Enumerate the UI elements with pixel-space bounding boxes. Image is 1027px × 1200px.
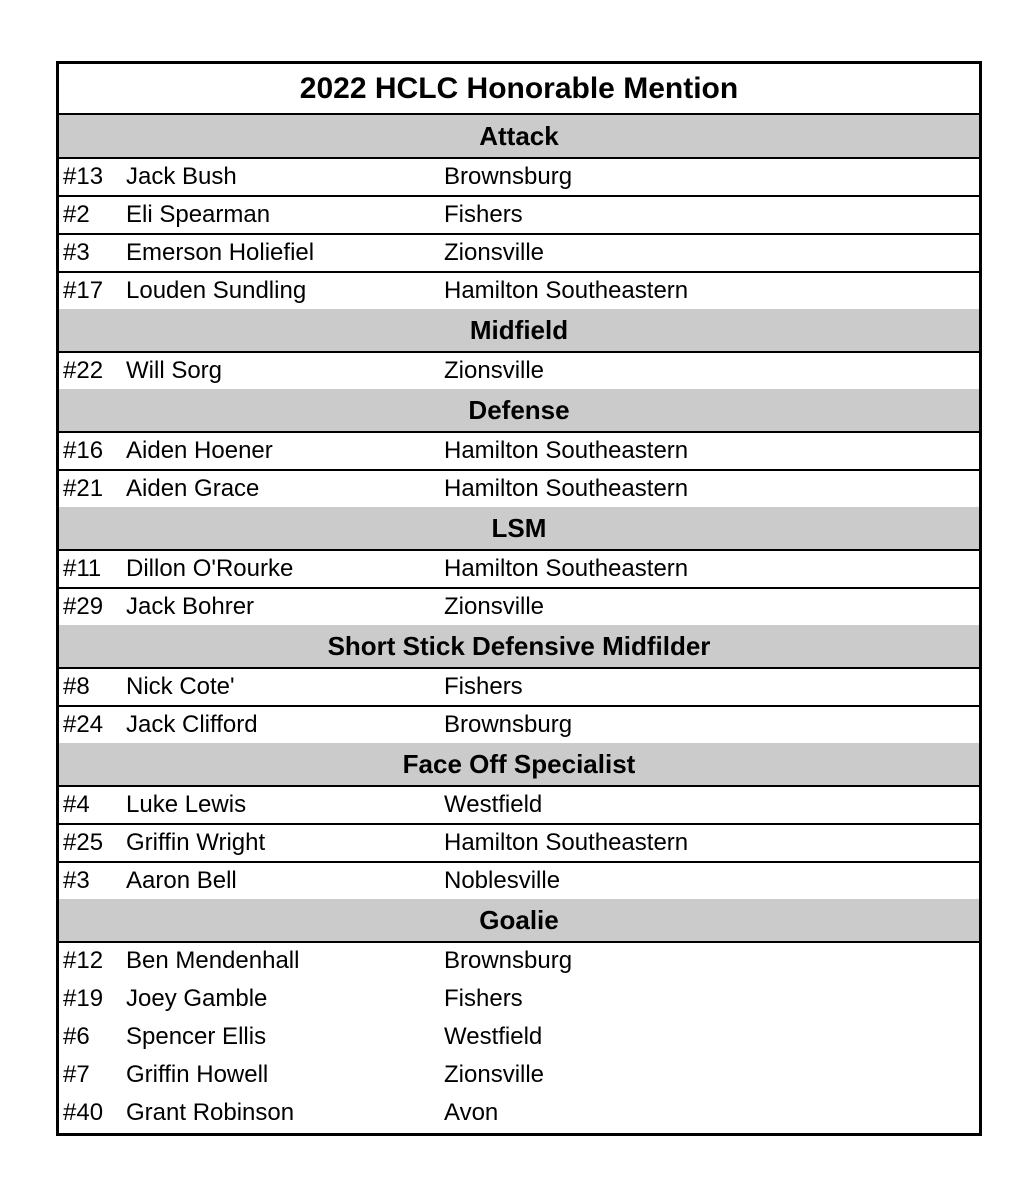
table-row (59, 353, 979, 389)
table-row (59, 825, 979, 863)
section-heading: Defense (59, 389, 979, 433)
player-name: Aiden Hoener (126, 437, 273, 464)
player-number: #11 (63, 555, 102, 582)
player-name: Aaron Bell (126, 867, 237, 894)
player-number: #24 (63, 711, 104, 738)
player-number: #40 (63, 1099, 104, 1126)
table-row (59, 433, 979, 471)
table-title: 2022 HCLC Honorable Mention (59, 64, 979, 115)
player-name: Griffin Howell (126, 1061, 269, 1088)
table-row (59, 981, 979, 1019)
player-school: Noblesville (444, 867, 561, 894)
player-number: #21 (63, 475, 104, 502)
player-name: Jack Clifford (126, 711, 258, 738)
player-name: Joey Gamble (126, 985, 268, 1012)
table-row (59, 863, 979, 899)
player-name: Jack Bohrer (126, 593, 255, 620)
section-heading: Short Stick Defensive Midfilder (59, 625, 979, 669)
player-school: Westfield (444, 791, 543, 818)
table-row (59, 707, 979, 743)
player-name: Emerson Holiefiel (126, 239, 315, 266)
player-number: #22 (63, 357, 104, 384)
player-school: Hamilton Southeastern (444, 437, 689, 464)
player-number: #3 (63, 239, 90, 266)
table-row (59, 787, 979, 825)
player-number: #7 (63, 1061, 90, 1088)
honorable-mention-table (56, 61, 982, 1136)
player-school: Fishers (444, 673, 523, 700)
table-row (59, 197, 979, 235)
player-school: Hamilton Southeastern (444, 555, 689, 582)
section-heading: Attack (59, 115, 979, 159)
player-school: Zionsville (444, 593, 545, 620)
player-school: Zionsville (444, 1061, 545, 1088)
player-school: Hamilton Southeastern (444, 475, 689, 502)
player-number: #2 (63, 201, 90, 228)
player-name: Nick Cote' (126, 673, 235, 700)
player-number: #8 (63, 673, 90, 700)
section-heading: Goalie (59, 899, 979, 943)
table-row (59, 551, 979, 589)
player-name: Luke Lewis (126, 791, 247, 818)
player-number: #29 (63, 593, 104, 620)
player-name: Will Sorg (126, 357, 223, 384)
player-school: Brownsburg (444, 711, 573, 738)
player-school: Zionsville (444, 357, 545, 384)
table-row (59, 273, 979, 309)
player-number: #3 (63, 867, 90, 894)
table-row (59, 1095, 979, 1133)
player-name: Spencer Ellis (126, 1023, 267, 1050)
table-row (59, 235, 979, 273)
player-number: #6 (63, 1023, 90, 1050)
player-name: Griffin Wright (126, 829, 266, 856)
section-heading: Midfield (59, 309, 979, 353)
player-school: Fishers (444, 985, 523, 1012)
player-school: Brownsburg (444, 163, 573, 190)
table-row (59, 471, 979, 507)
player-school: Fishers (444, 201, 523, 228)
table-body (59, 115, 979, 1133)
player-name: Eli Spearman (126, 201, 271, 228)
player-number: #12 (63, 947, 104, 974)
player-school: Avon (444, 1099, 499, 1126)
player-name: Grant Robinson (126, 1099, 295, 1126)
table-row (59, 1019, 979, 1057)
player-name: Louden Sundling (126, 277, 307, 304)
player-name: Aiden Grace (126, 475, 260, 502)
player-number: #13 (63, 163, 104, 190)
table-row (59, 159, 979, 197)
player-name: Jack Bush (126, 163, 237, 190)
player-name: Dillon O'Rourke (126, 555, 294, 582)
player-number: #17 (63, 277, 104, 304)
player-school: Zionsville (444, 239, 545, 266)
player-number: #4 (63, 791, 90, 818)
section-heading: LSM (59, 507, 979, 551)
table-row (59, 589, 979, 625)
table-row (59, 1057, 979, 1095)
player-school: Brownsburg (444, 947, 573, 974)
player-number: #19 (63, 985, 104, 1012)
player-number: #16 (63, 437, 104, 464)
table-row (59, 669, 979, 707)
player-school: Hamilton Southeastern (444, 829, 689, 856)
section-heading: Face Off Specialist (59, 743, 979, 787)
player-number: #25 (63, 829, 104, 856)
player-school: Hamilton Southeastern (444, 277, 689, 304)
player-name: Ben Mendenhall (126, 947, 300, 974)
player-school: Westfield (444, 1023, 543, 1050)
table-row (59, 943, 979, 981)
